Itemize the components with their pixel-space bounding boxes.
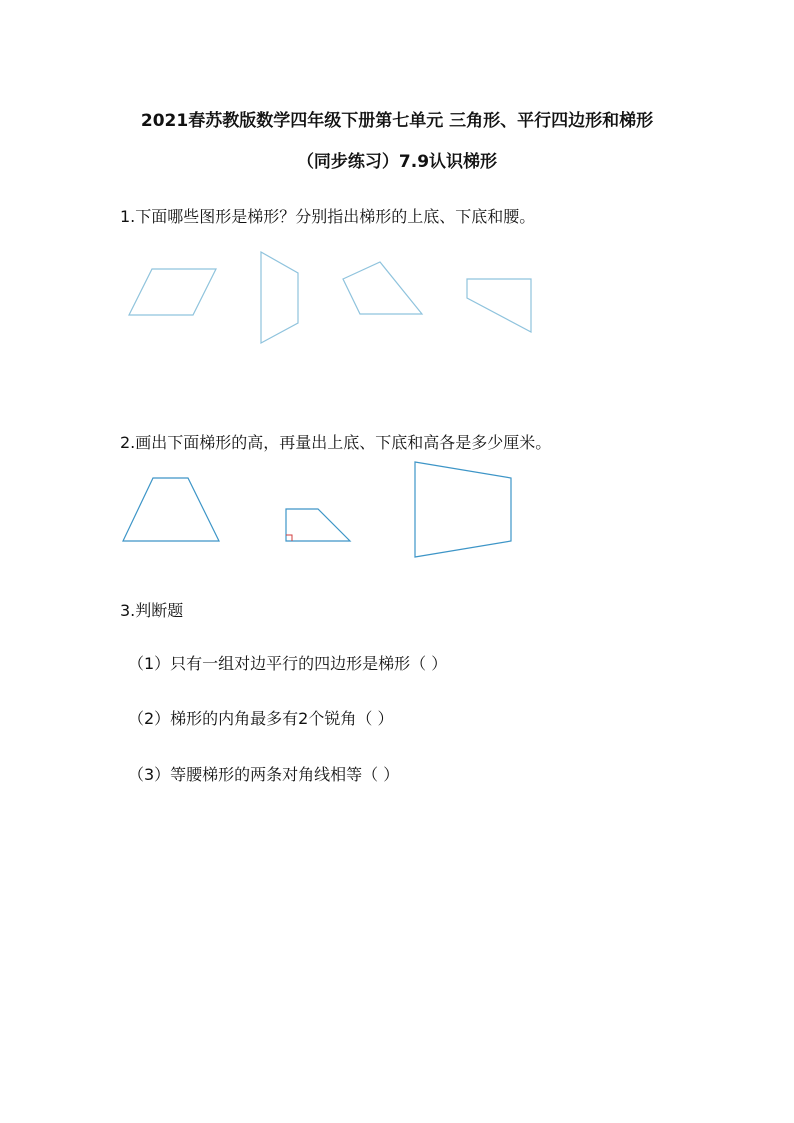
document-title-line1: 2021春苏教版数学四年级下册第七单元 三角形、平行四边形和梯形 — [140, 111, 654, 131]
q2-right-angle-mark — [286, 535, 292, 541]
question-1: 1.下面哪些图形是梯形？分别指出梯形的上底、下底和腰。 — [120, 207, 536, 226]
question-2: 2.画出下面梯形的高，再量出上底、下底和高各是多少厘米。 — [120, 433, 552, 452]
question-3-item-1: （1）只有一组对边平行的四边形是梯形（ ） — [128, 654, 448, 673]
q2-vertical-trapezoid — [415, 462, 511, 557]
q2-isosceles-trapezoid — [123, 478, 219, 541]
q1-shape-quadrilateral — [343, 262, 422, 314]
document-title-line2: （同步练习）7.9认识梯形 — [296, 152, 498, 172]
question-3-item-2: （2）梯形的内角最多有2个锐角（ ） — [128, 709, 394, 728]
question-3: 3.判断题 — [120, 601, 184, 620]
q2-right-trapezoid — [286, 509, 350, 541]
q1-shape-parallelogram — [129, 269, 216, 315]
q1-shape-vertical-trapezoid — [261, 252, 298, 343]
q1-shape-right-trapezoid — [467, 279, 531, 332]
question-3-item-3: （3）等腰梯形的两条对角线相等（ ） — [128, 765, 400, 784]
